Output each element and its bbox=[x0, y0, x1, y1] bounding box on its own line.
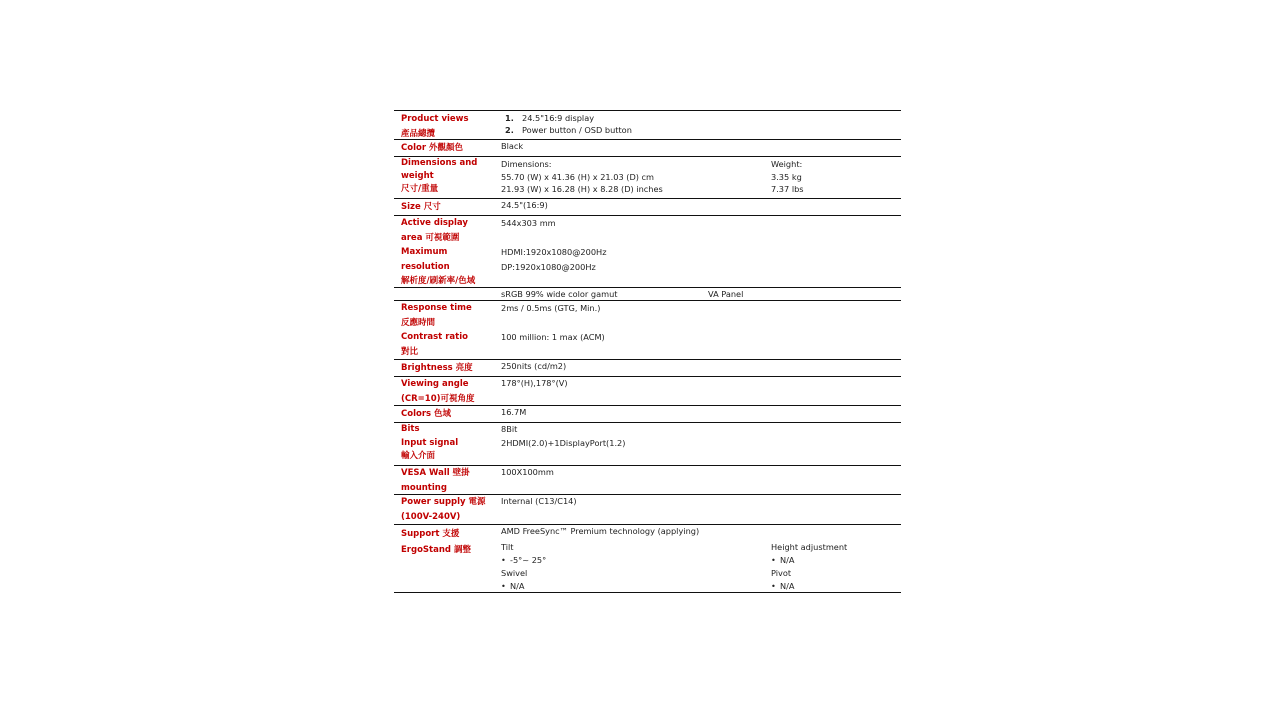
label-line: ErgoStand 調整 bbox=[401, 545, 471, 555]
row-power bbox=[394, 494, 901, 524]
product-view-item bbox=[505, 112, 632, 124]
value-colors: 16.7M bbox=[501, 407, 527, 417]
label-line: Support 支援 bbox=[401, 529, 460, 539]
row-support bbox=[394, 524, 901, 593]
row-viewing-angle bbox=[394, 376, 901, 405]
label-bits-input bbox=[401, 423, 501, 464]
row-dimensions bbox=[394, 156, 901, 198]
label-line: Bits bbox=[401, 424, 420, 434]
item-number: 2. bbox=[505, 125, 514, 135]
dimensions-cm: 55.70 (W) x 41.36 (H) x 21.03 (D) cm bbox=[501, 171, 655, 182]
label-line: 尺寸/重量 bbox=[401, 184, 439, 194]
tilt-label: Tilt bbox=[501, 542, 514, 552]
value-power: Internal (C13/C14) bbox=[501, 496, 577, 506]
label-vesa bbox=[401, 466, 501, 495]
row-vesa bbox=[394, 465, 901, 494]
label-color: Color 外觀顏色 bbox=[401, 143, 463, 153]
value-vesa: 100X100mm bbox=[501, 467, 554, 477]
value-gamut: sRGB 99% wide color gamut bbox=[501, 289, 618, 299]
label-line: Maximum bbox=[401, 247, 448, 257]
value-weight bbox=[771, 158, 804, 196]
dp-resolution: DP:1920x1080@200Hz bbox=[501, 261, 596, 272]
label-line: Viewing angle bbox=[401, 379, 469, 389]
label-line: (CR=10)可視角度 bbox=[401, 393, 475, 404]
value-product-views bbox=[505, 112, 632, 136]
label-line: Response time bbox=[401, 303, 472, 313]
pivot-label: Pivot bbox=[771, 568, 792, 578]
label-dimensions bbox=[401, 157, 501, 196]
label-line: mounting bbox=[401, 482, 447, 493]
label-line: 對比 bbox=[401, 346, 419, 357]
value-freesync: AMD FreeSync™ Premium technology (applying) bbox=[501, 526, 700, 536]
label-response bbox=[401, 301, 501, 359]
label-display bbox=[401, 216, 501, 289]
value-viewing-angle: 178°(H),178°(V) bbox=[501, 378, 568, 388]
row-color bbox=[394, 139, 901, 156]
label-line: weight bbox=[401, 171, 434, 181]
dimensions-inches: 21.93 (W) x 16.28 (H) x 8.28 (D) inches bbox=[501, 184, 663, 194]
input-signal-value: 2HDMI(2.0)+1DisplayPort(1.2) bbox=[501, 437, 626, 448]
swivel-label: Swivel bbox=[501, 568, 528, 578]
weight-header: Weight: bbox=[771, 159, 803, 169]
pivot-value: • N/A bbox=[771, 580, 847, 593]
row-colors bbox=[394, 405, 901, 422]
label-line: Input signal bbox=[401, 437, 459, 448]
contrast-ratio-value: 100 million: 1 max (ACM) bbox=[501, 332, 605, 342]
response-time-value: 2ms / 0.5ms (GTG, Min.) bbox=[501, 303, 601, 313]
label-line: area 可視範圍 bbox=[401, 232, 460, 243]
label-product-views bbox=[401, 112, 501, 141]
label-line: 輸入介面 bbox=[401, 451, 436, 461]
height-adjustment-label: Height adjustment bbox=[771, 542, 848, 552]
row-product-views bbox=[394, 110, 901, 139]
tilt-value: • -5°~ 25° bbox=[501, 554, 546, 567]
weight-kg: 3.35 kg bbox=[771, 171, 802, 182]
label-line: 解析度/刷新率/色域 bbox=[401, 276, 476, 286]
label-line: Product views bbox=[401, 114, 469, 124]
product-view-item bbox=[505, 124, 632, 136]
value-dimensions bbox=[501, 158, 663, 196]
swivel-value: • N/A bbox=[501, 580, 546, 593]
label-support bbox=[401, 526, 501, 558]
dimensions-header: Dimensions: bbox=[501, 159, 552, 169]
row-size bbox=[394, 198, 901, 215]
spec-table bbox=[394, 110, 901, 593]
label-line: 反應時間 bbox=[401, 317, 436, 328]
label-power bbox=[401, 495, 501, 524]
label-size: Size 尺寸 bbox=[401, 202, 441, 212]
label-brightness: Brightness 亮度 bbox=[401, 363, 473, 373]
item-text: Power button / OSD button bbox=[522, 125, 632, 135]
label-colors: Colors 色域 bbox=[401, 409, 452, 419]
row-brightness bbox=[394, 359, 901, 376]
row-gamut bbox=[394, 287, 901, 300]
row-bits-input bbox=[394, 422, 901, 465]
value-brightness: 250nits (cd/m2) bbox=[501, 361, 567, 371]
value-bits-input bbox=[501, 423, 625, 450]
value-panel: VA Panel bbox=[708, 289, 744, 299]
label-line: Dimensions and bbox=[401, 158, 478, 168]
label-line: VESA Wall 壁掛 bbox=[401, 468, 470, 478]
label-line: Power supply 電源 bbox=[401, 497, 486, 507]
label-viewing-angle bbox=[401, 377, 501, 406]
active-area-value: 544x303 mm bbox=[501, 218, 556, 228]
label-line: Contrast ratio bbox=[401, 332, 468, 342]
value-color: Black bbox=[501, 141, 524, 151]
item-number: 1. bbox=[505, 113, 514, 123]
label-line: Active display bbox=[401, 218, 468, 228]
value-display bbox=[501, 216, 607, 274]
hdmi-resolution: HDMI:1920x1080@200Hz bbox=[501, 247, 607, 257]
item-text: 24.5"16:9 display bbox=[522, 113, 595, 123]
height-adjustment-value: • N/A bbox=[771, 554, 847, 567]
label-line: (100V-240V) bbox=[401, 511, 461, 522]
value-tilt-swivel bbox=[501, 541, 546, 593]
value-size: 24.5"(16:9) bbox=[501, 200, 548, 210]
label-line: resolution bbox=[401, 261, 450, 272]
bits-value: 8Bit bbox=[501, 424, 518, 434]
row-display bbox=[394, 215, 901, 287]
value-response bbox=[501, 301, 605, 345]
weight-lbs: 7.37 lbs bbox=[771, 184, 804, 194]
value-height-pivot bbox=[771, 541, 847, 593]
row-response bbox=[394, 300, 901, 359]
label-line: 產品總攬 bbox=[401, 128, 436, 139]
